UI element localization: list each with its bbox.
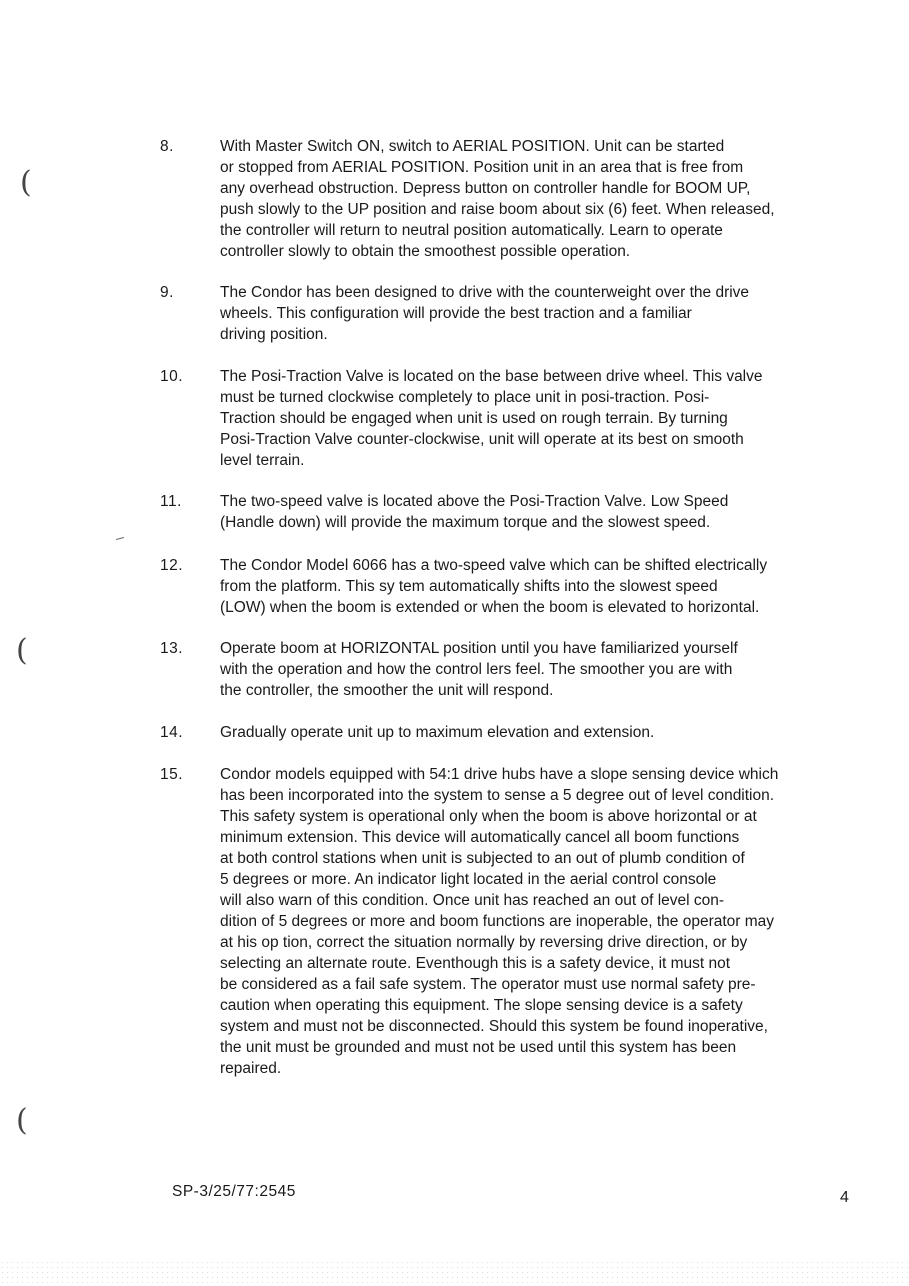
- text-line: Posi-Traction Valve counter-clockwise, unit will operate at its best on smooth: [220, 431, 744, 448]
- text-line: The Condor has been designed to drive with the counterweight over the drive: [220, 284, 750, 301]
- text-line: The two-speed valve is located above the Posi-Traction Valve. Low Speed: [220, 493, 729, 510]
- text-line: the unit must be grounded and must not be used until this system has been: [220, 1039, 737, 1056]
- document-code: SP-3/25/77:2545: [172, 1183, 296, 1200]
- text-line: repaired.: [220, 1060, 282, 1077]
- text-line: Condor models equipped with 54:1 drive hubs have a slope sensing device which: [220, 766, 779, 783]
- item-number: 9.: [160, 284, 174, 301]
- item-number: 14.: [160, 724, 184, 741]
- text-line: (Handle down) will provide the maximum torque and the slowest speed.: [220, 514, 711, 531]
- text-line: 5 degrees or more. An indicator light located in the aerial control console: [220, 871, 717, 888]
- text-line: The Posi-Traction Valve is located on the base between drive wheel. This valve: [220, 368, 763, 385]
- text-line: dition of 5 degrees or more and boom functions are inoperable, the operator may: [220, 913, 775, 930]
- text-line: at his op tion, correct the situation normally by reversing drive direction, or by: [220, 934, 748, 951]
- item-number: 10.: [160, 368, 184, 385]
- text-line: push slowly to the UP position and raise boom about six (6) feet. When released,: [220, 201, 775, 218]
- item-text: [220, 491, 870, 533]
- text-line: wheels. This configuration will provide the best traction and a familiar: [220, 305, 692, 322]
- text-line: selecting an alternate route. Eventhough this is a safety device, it must not: [220, 955, 731, 972]
- margin-tick: [116, 537, 124, 540]
- item-number: 15.: [160, 766, 184, 783]
- margin-mark-3: (: [16, 1103, 28, 1138]
- text-line: at both control stations when unit is subjected to an out of plumb condition of: [220, 850, 745, 867]
- text-line: be considered as a fail safe system. The operator must use normal safety pre-: [220, 976, 756, 993]
- text-line: any overhead obstruction. Depress button on controller handle for BOOM UP,: [220, 180, 751, 197]
- text-line: With Master Switch ON, switch to AERIAL POSITION. Unit can be started: [220, 138, 725, 155]
- margin-mark-1: (: [20, 165, 32, 200]
- text-line: level terrain.: [220, 452, 305, 469]
- text-line: the controller, the smoother the unit will respond.: [220, 682, 554, 699]
- item-text: [220, 136, 870, 262]
- item-text: [220, 366, 870, 471]
- text-line: This safety system is operational only when the boom is above horizontal or at: [220, 808, 757, 825]
- text-line: will also warn of this condition. Once unit has reached an out of level con-: [220, 892, 725, 909]
- text-line: Operate boom at HORIZONTAL position until you have familiarized yourself: [220, 640, 738, 657]
- item-number: 13.: [160, 640, 184, 657]
- text-line: (LOW) when the boom is extended or when the boom is elevated to horizontal.: [220, 599, 760, 616]
- item-number: 12.: [160, 557, 184, 574]
- text-line: must be turned clockwise completely to place unit in posi-traction. Posi-: [220, 389, 710, 406]
- item-text: [220, 764, 870, 1079]
- text-line: has been incorporated into the system to sense a 5 degree out of level condition.: [220, 787, 775, 804]
- item-number: 8.: [160, 138, 174, 155]
- margin-mark-2: (: [16, 633, 28, 668]
- text-line: minimum extension. This device will automatically cancel all boom functions: [220, 829, 740, 846]
- text-line: with the operation and how the control lers feel. The smoother you are with: [220, 661, 733, 678]
- item-text: [220, 638, 870, 701]
- text-line: caution when operating this equipment. The slope sensing device is a safety: [220, 997, 743, 1014]
- item-number: 11.: [160, 493, 182, 510]
- text-line: or stopped from AERIAL POSITION. Position unit in an area that is free from: [220, 159, 744, 176]
- item-text: [220, 722, 870, 743]
- text-line: The Condor Model 6066 has a two-speed valve which can be shifted electrically: [220, 557, 768, 574]
- text-line: Gradually operate unit up to maximum elevation and extension.: [220, 724, 655, 741]
- text-line: Traction should be engaged when unit is used on rough terrain. By turning: [220, 410, 728, 427]
- text-line: the controller will return to neutral position automatically. Learn to operate: [220, 222, 723, 239]
- scan-edge-noise: [0, 1260, 909, 1286]
- item-text: [220, 555, 870, 618]
- text-line: driving position.: [220, 326, 328, 343]
- text-line: from the platform. This sy tem automatically shifts into the slowest speed: [220, 578, 718, 595]
- text-line: controller slowly to obtain the smoothest possible operation.: [220, 243, 631, 260]
- text-line: system and must not be disconnected. Should this system be found inoperative,: [220, 1018, 768, 1035]
- item-text: [220, 282, 870, 345]
- page-number: 4: [840, 1189, 849, 1206]
